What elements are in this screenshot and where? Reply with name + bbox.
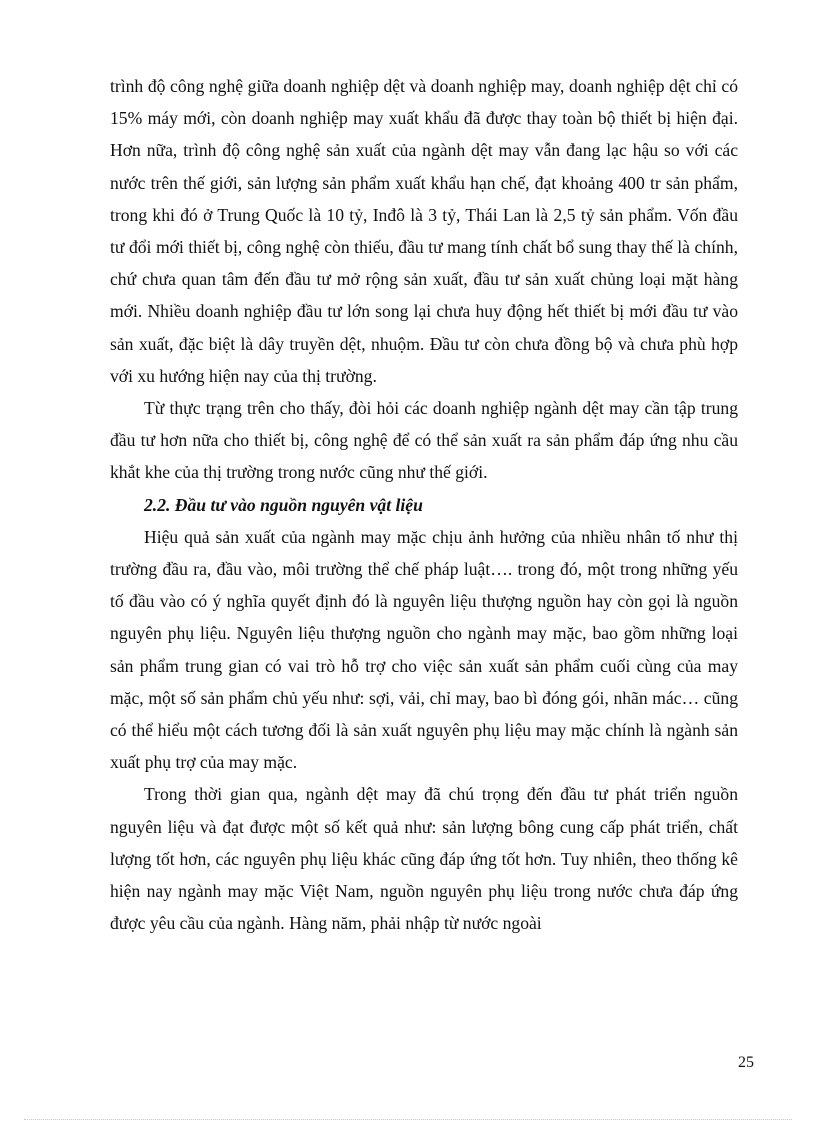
section-heading: 2.2. Đầu tư vào nguồn nguyên vật liệu [144, 494, 423, 515]
paragraph-technology-gap: trình độ công nghệ giữa doanh nghiệp dệt và doanh nghiệp may, doanh nghiệp dệt chỉ có 15% máy mới, còn doanh nghiệp may xuất khẩu đã được thay toàn bộ thiết bị hiện đại. Hơn nữa, trình độ công nghệ sản xuất của ngành dệt may vẫn đang lạc hậu so với các nước trên thế giới, sản lượng sản phẩm xuất khẩu hạn chế, đạt khoảng 400 tr sản phẩm, trong khi đó ở Trung Quốc là 10 tỷ, Inđô là 3 tỷ, Thái Lan là 2,5 tỷ sản phẩm. Vốn đầu tư đổi mới thiết bị, công nghệ còn thiếu, đầu tư mang tính chất bổ sung thay thế là chính, chứ chưa quan tâm đến đầu tư mở rộng sản xuất, đầu tư sản xuất chủng loại mặt hàng mới. Nhiều doanh nghiệp đầu tư lớn song lại chưa huy động hết thiết bị mới đầu tư vào sản xuất, đặc biệt là dây truyền dệt, nhuộm. Đầu tư còn chưa đồng bộ và chưa phù hợp với xu hướng hiện nay của thị trường. [110, 76, 738, 386]
body-text [110, 70, 738, 939]
page-number: 25 [738, 1054, 754, 1071]
footer-divider [24, 1119, 792, 1120]
paragraph-investment-needs: Từ thực trạng trên cho thấy, đòi hỏi các doanh nghiệp ngành dệt may cần tập trung đầu tư hơn nữa cho thiết bị, công nghệ để có thể sản xuất ra sản phẩm đáp ứng nhu cầu khắt khe của thị trường trong nước cũng như thế giới. [110, 398, 738, 483]
paragraph-raw-material-status: Trong thời gian qua, ngành dệt may đã chú trọng đến đầu tư phát triển nguồn nguyên liệu và đạt được một số kết quả như: sản lượng bông cung cấp phát triển, chất lượng tốt hơn, các nguyên phụ liệu khác cũng đáp ứng tốt hơn. Tuy nhiên, theo thống kê hiện nay ngành may mặc Việt Nam, nguồn nguyên phụ liệu trong nước chưa đáp ứng được yêu cầu của ngành. Hàng năm, phải nhập từ nước ngoài [110, 784, 738, 934]
paragraph-raw-material-role: Hiệu quả sản xuất của ngành may mặc chịu ảnh hưởng của nhiều nhân tố như thị trường đầu ra, đầu vào, môi trường thể chế pháp luật…. trong đó, một trong những yếu tố đầu vào có ý nghĩa quyết định đó là nguyên liệu thượng nguồn hay còn gọi là nguồn nguyên phụ liệu. Nguyên liệu thượng nguồn cho ngành may mặc, bao gồm những loại sản phẩm trung gian có vai trò hỗ trợ cho việc sản xuất sản phẩm cuối cùng của may mặc, một số sản phẩm chủ yếu như: sợi, vải, chỉ may, bao bì đóng gói, nhãn mác… cũng có thể hiểu một cách tương đối là sản xuất nguyên phụ liệu may mặc chính là ngành sản xuất phụ trợ của may mặc. [110, 526, 738, 773]
